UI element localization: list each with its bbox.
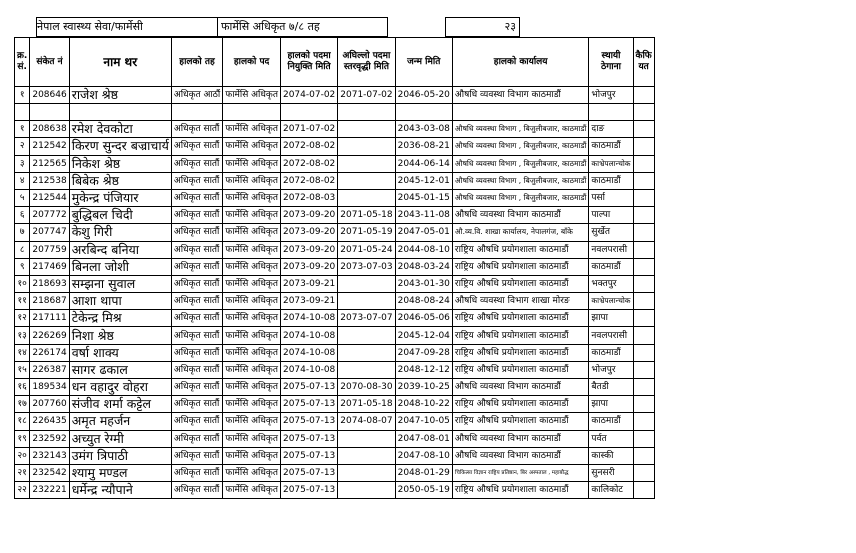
- cell-office: राष्ट्रिय औषधि प्रयोगशाला काठमाडौं: [452, 258, 589, 275]
- table-row: [15, 327, 655, 344]
- cell-address: नवलपरासी: [589, 327, 633, 344]
- cell-code: 189534: [30, 379, 69, 396]
- cell-prev: [338, 121, 395, 138]
- cell-code: 226269: [30, 327, 69, 344]
- table-row: [15, 138, 655, 155]
- table-row: [15, 310, 655, 327]
- cell-level: अधिकृत सातौं: [171, 275, 222, 292]
- cell-name: सागर ढकाल: [69, 361, 171, 378]
- cell-remark: [633, 172, 654, 189]
- cell-office: राष्ट्रिय औषधि प्रयोगशाला काठमाडौं: [452, 327, 589, 344]
- cell-code: 217111: [30, 310, 69, 327]
- cell-prev: 2071-05-24: [338, 241, 395, 258]
- cell-prev: 2074-08-07: [338, 413, 395, 430]
- cell-sn: ८: [15, 241, 30, 258]
- cell-code: 226387: [30, 361, 69, 378]
- table-row: [15, 241, 655, 258]
- cell-remark: [633, 482, 654, 499]
- cell-sn: २: [15, 138, 30, 155]
- cell-name: आशा थापा: [69, 293, 171, 310]
- cell-name: संजीव शर्मा कट्टेल: [69, 396, 171, 413]
- cell-remark: [633, 396, 654, 413]
- cell-address: भोजपुर: [589, 361, 633, 378]
- header-post: हालको पद: [223, 38, 281, 87]
- cell-address: सुनसरी: [589, 464, 633, 481]
- cell-sn: १६: [15, 379, 30, 396]
- cell-level: अधिकृत सातौं: [171, 430, 222, 447]
- cell-remark: [633, 155, 654, 172]
- cell-office: औषधि व्यवस्था विभाग , बिजुलीबजार, काठमाडौं: [452, 138, 589, 155]
- cell-post: फार्मेसि अधिकृत: [223, 379, 281, 396]
- table-row: [15, 121, 655, 138]
- cell-code: 207747: [30, 224, 69, 241]
- cell-sn: १०: [15, 275, 30, 292]
- cell-post: फार्मेसि अधिकृत: [223, 172, 281, 189]
- cell-name: अच्युत रेग्मी: [69, 430, 171, 447]
- cell-dob: 2043-11-08: [395, 207, 452, 224]
- cell-appoint: 2075-07-13: [280, 482, 337, 499]
- cell-appoint: 2075-07-13: [280, 447, 337, 464]
- table-row: [15, 258, 655, 275]
- header-prev-date: अघिल्लो पदमा स्तरवृद्धी मिति: [338, 38, 395, 87]
- cell-address: सुर्खेत: [589, 224, 633, 241]
- cell-sn: ५: [15, 189, 30, 206]
- cell-sn: ११: [15, 293, 30, 310]
- cell-appoint: 2074-10-08: [280, 361, 337, 378]
- cell-appoint: 2073-09-20: [280, 258, 337, 275]
- cell-sn: १८: [15, 413, 30, 430]
- cell-remark: [633, 189, 654, 206]
- cell-prev: 2071-05-18: [338, 396, 395, 413]
- cell-remark: [633, 138, 654, 155]
- cell-post: फार्मेसि अधिकृत: [223, 447, 281, 464]
- cell-remark: [633, 207, 654, 224]
- cell-office: राष्ट्रिय औषधि प्रयोगशाला काठमाडौं: [452, 344, 589, 361]
- employee-table: [14, 37, 655, 499]
- cell-sn: १२: [15, 310, 30, 327]
- cell-sn: ४: [15, 172, 30, 189]
- cell-level: अधिकृत सातौं: [171, 138, 222, 155]
- cell-level: अधिकृत सातौं: [171, 207, 222, 224]
- cell-post: फार्मेसि अधिकृत: [223, 464, 281, 481]
- cell-office: औषधि व्यवस्था विभाग , बिजुलीबजार, काठमाडौं: [452, 155, 589, 172]
- cell-dob: 2036-08-21: [395, 138, 452, 155]
- cell-dob: 2045-01-15: [395, 189, 452, 206]
- cell-appoint: 2075-07-13: [280, 396, 337, 413]
- cell-post: फार्मेसि अधिकृत: [223, 344, 281, 361]
- cell-dob: 2048-12-12: [395, 361, 452, 378]
- cell-dob: 2044-06-14: [395, 155, 452, 172]
- cell-dob: 2046-05-20: [395, 87, 452, 104]
- header-dob: जन्म मिति: [395, 38, 452, 87]
- cell-address: नवलपरासी: [589, 241, 633, 258]
- cell-code: 218693: [30, 275, 69, 292]
- cell-code: 232221: [30, 482, 69, 499]
- cell-remark: [633, 121, 654, 138]
- cell-sn: १: [15, 87, 30, 104]
- cell-remark: [633, 224, 654, 241]
- cell-name: रमेश देवकोटा: [69, 121, 171, 138]
- header-office: हालको कार्यालय: [452, 38, 589, 87]
- cell-office: औषधि व्यवस्था विभाग काठमाडौं: [452, 207, 589, 224]
- cell-address: भक्तपुर: [589, 275, 633, 292]
- cell-appoint: 2075-07-13: [280, 464, 337, 481]
- cell-dob: 2043-01-30: [395, 275, 452, 292]
- cell-dob: 2045-12-01: [395, 172, 452, 189]
- cell-name: निकेश श्रेष्ठ: [69, 155, 171, 172]
- cell-appoint: 2074-10-08: [280, 310, 337, 327]
- cell-sn: ९: [15, 258, 30, 275]
- cell-office: औ.व्य.वि. शाखा कार्यालय, नेपालगंज, बाँके: [452, 224, 589, 241]
- cell-dob: 2047-10-05: [395, 413, 452, 430]
- cell-office: राष्ट्रिय औषधि प्रयोगशाला काठमाडौं: [452, 310, 589, 327]
- cell-post: फार्मेसि अधिकृत: [223, 138, 281, 155]
- cell-remark: [633, 361, 654, 378]
- cell-prev: [338, 138, 395, 155]
- table-row: [15, 396, 655, 413]
- table-row: [15, 293, 655, 310]
- cell-level: अधिकृत सातौं: [171, 344, 222, 361]
- cell-remark: [633, 447, 654, 464]
- cell-post: फार्मेसि अधिकृत: [223, 293, 281, 310]
- cell-prev: 2071-07-02: [338, 87, 395, 104]
- cell-sn: १९: [15, 430, 30, 447]
- cell-prev: [338, 361, 395, 378]
- cell-code: 207772: [30, 207, 69, 224]
- cell-address: झापा: [589, 396, 633, 413]
- cell-appoint: 2073-09-21: [280, 293, 337, 310]
- table-row: [15, 379, 655, 396]
- cell-appoint: 2074-10-08: [280, 344, 337, 361]
- cell-name: मुकेन्द्र पंजियार: [69, 189, 171, 206]
- cell-level: अधिकृत सातौं: [171, 293, 222, 310]
- header-appoint-date: हालको पदमा नियुक्ति मिति: [280, 38, 337, 87]
- cell-appoint: 2072-08-03: [280, 189, 337, 206]
- header-level: हालको तह: [171, 38, 222, 87]
- cell-post: फार्मेसि अधिकृत: [223, 241, 281, 258]
- cell-prev: [338, 464, 395, 481]
- cell-dob: 2048-03-24: [395, 258, 452, 275]
- title-row: [36, 17, 529, 36]
- cell-code: 208638: [30, 121, 69, 138]
- cell-appoint: 2073-09-20: [280, 224, 337, 241]
- cell-name: धर्मेन्द्र न्यौपाने: [69, 482, 171, 499]
- cell-level: अधिकृत आठौं: [171, 87, 222, 104]
- table-row: [15, 361, 655, 378]
- cell-dob: 2047-09-28: [395, 344, 452, 361]
- cell-name: सम्झना सुवाल: [69, 275, 171, 292]
- cell-post: फार्मेसि अधिकृत: [223, 310, 281, 327]
- cell-office: राष्ट्रिय औषधि प्रयोगशाला काठमाडौं: [452, 396, 589, 413]
- post-title: फार्मेसि अधिकृत ७/८ तह: [217, 17, 388, 37]
- cell-name: निशा श्रेष्ठ: [69, 327, 171, 344]
- cell-office: राष्ट्रिय औषधि प्रयोगशाला काठमाडौं: [452, 275, 589, 292]
- cell-sn: १५: [15, 361, 30, 378]
- cell-post: फार्मेसि अधिकृत: [223, 327, 281, 344]
- cell-address: काठमाडौं: [589, 172, 633, 189]
- cell-code: 212538: [30, 172, 69, 189]
- cell-dob: 2047-08-01: [395, 430, 452, 447]
- cell-code: 232592: [30, 430, 69, 447]
- cell-post: फार्मेसि अधिकृत: [223, 87, 281, 104]
- cell-code: 207759: [30, 241, 69, 258]
- cell-prev: [338, 275, 395, 292]
- cell-prev: [338, 482, 395, 499]
- cell-post: फार्मेसि अधिकृत: [223, 189, 281, 206]
- cell-level: अधिकृत सातौं: [171, 327, 222, 344]
- header-name: नाम थर: [69, 38, 171, 87]
- cell-office: औषधि व्यवस्था विभाग , बिजुलीबजार, काठमाडौं: [452, 189, 589, 206]
- cell-office: राष्ट्रिय औषधि प्रयोगशाला काठमाडौं: [452, 482, 589, 499]
- cell-post: फार्मेसि अधिकृत: [223, 361, 281, 378]
- cell-post: फार्मेसि अधिकृत: [223, 275, 281, 292]
- cell-dob: 2047-05-01: [395, 224, 452, 241]
- cell-post: फार्मेसि अधिकृत: [223, 430, 281, 447]
- cell-remark: [633, 344, 654, 361]
- cell-sn: २२: [15, 482, 30, 499]
- cell-prev: [338, 447, 395, 464]
- cell-sn: १: [15, 121, 30, 138]
- table-row: [15, 275, 655, 292]
- cell-sn: ७: [15, 224, 30, 241]
- cell-office: औषधि व्यवस्था विभाग , बिजुलीबजार, काठमाडौं: [452, 172, 589, 189]
- cell-post: फार्मेसि अधिकृत: [223, 121, 281, 138]
- cell-prev: 2071-05-18: [338, 207, 395, 224]
- cell-office: चिकित्सा विज्ञान राष्ट्रिय प्रतिष्ठान, बिर अस्पताल , महाबौद्ध: [452, 464, 589, 481]
- cell-dob: 2043-03-08: [395, 121, 452, 138]
- cell-address: काठमाडौं: [589, 138, 633, 155]
- cell-appoint: 2075-07-13: [280, 430, 337, 447]
- table-row-top: [15, 87, 655, 104]
- cell-name: उमंग त्रिपाठी: [69, 447, 171, 464]
- cell-name: धन वहादुर वोहरा: [69, 379, 171, 396]
- cell-prev: 2070-08-30: [338, 379, 395, 396]
- cell-name: वर्षा शाक्य: [69, 344, 171, 361]
- cell-office: औषधि व्यवस्था विभाग काठमाडौं: [452, 87, 589, 104]
- cell-post: फार्मेसि अधिकृत: [223, 482, 281, 499]
- cell-dob: 2048-10-22: [395, 396, 452, 413]
- cell-appoint: 2073-09-21: [280, 275, 337, 292]
- cell-sn: ६: [15, 207, 30, 224]
- cell-prev: [338, 172, 395, 189]
- cell-remark: [633, 379, 654, 396]
- cell-level: अधिकृत सातौं: [171, 413, 222, 430]
- cell-dob: 2048-01-29: [395, 464, 452, 481]
- cell-code: 217469: [30, 258, 69, 275]
- table-row: [15, 413, 655, 430]
- cell-post: फार्मेसि अधिकृत: [223, 155, 281, 172]
- table-row: [15, 155, 655, 172]
- vacancy-count: २३: [445, 17, 520, 37]
- cell-appoint: 2072-08-02: [280, 155, 337, 172]
- cell-prev: 2073-07-03: [338, 258, 395, 275]
- cell-level: अधिकृत सातौं: [171, 464, 222, 481]
- cell-level: अधिकृत सातौं: [171, 224, 222, 241]
- cell-sn: १४: [15, 344, 30, 361]
- cell-office: औषधि व्यवस्था विभाग काठमाडौं: [452, 379, 589, 396]
- cell-level: अधिकृत सातौं: [171, 258, 222, 275]
- cell-appoint: 2072-08-02: [280, 138, 337, 155]
- header-row: [15, 38, 655, 87]
- cell-office: राष्ट्रिय औषधि प्रयोगशाला काठमाडौं: [452, 241, 589, 258]
- cell-level: अधिकृत सातौं: [171, 189, 222, 206]
- cell-level: अधिकृत सातौं: [171, 241, 222, 258]
- cell-remark: [633, 293, 654, 310]
- cell-appoint: 2073-09-20: [280, 241, 337, 258]
- cell-remark: [633, 430, 654, 447]
- cell-level: अधिकृत सातौं: [171, 447, 222, 464]
- cell-appoint: 2074-10-08: [280, 327, 337, 344]
- table-row: [15, 189, 655, 206]
- cell-name: किरण सुन्दर बज्राचार्य: [69, 138, 171, 155]
- cell-dob: 2047-08-10: [395, 447, 452, 464]
- cell-address: पाल्पा: [589, 207, 633, 224]
- header-sn: क्र. सं.: [15, 38, 30, 87]
- table-row: [15, 464, 655, 481]
- cell-prev: 2071-05-19: [338, 224, 395, 241]
- cell-name: टेकेन्द्र मिश्र: [69, 310, 171, 327]
- table-row: [15, 172, 655, 189]
- cell-address: दाङ: [589, 121, 633, 138]
- cell-prev: 2073-07-07: [338, 310, 395, 327]
- cell-sn: २०: [15, 447, 30, 464]
- cell-level: अधिकृत सातौं: [171, 310, 222, 327]
- cell-sn: ३: [15, 155, 30, 172]
- cell-office: औषधि व्यवस्था विभाग काठमाडौं: [452, 430, 589, 447]
- cell-address: पर्वत: [589, 430, 633, 447]
- cell-code: 212565: [30, 155, 69, 172]
- cell-name: बिबेक श्रेष्ठ: [69, 172, 171, 189]
- cell-level: अधिकृत सातौं: [171, 396, 222, 413]
- cell-prev: [338, 189, 395, 206]
- cell-post: फार्मेसि अधिकृत: [223, 207, 281, 224]
- cell-address: कालिकोट: [589, 482, 633, 499]
- cell-office: औषधि व्यवस्था विभाग काठमाडौं: [452, 447, 589, 464]
- cell-level: अधिकृत सातौं: [171, 172, 222, 189]
- cell-appoint: 2072-08-02: [280, 172, 337, 189]
- cell-dob: 2044-08-10: [395, 241, 452, 258]
- cell-office: औषधि व्यवस्था विभाग , बिजुलीबजार, काठमाडौं: [452, 121, 589, 138]
- cell-level: अधिकृत सातौं: [171, 155, 222, 172]
- cell-dob: 2045-12-04: [395, 327, 452, 344]
- cell-post: फार्मेसि अधिकृत: [223, 258, 281, 275]
- cell-prev: [338, 155, 395, 172]
- cell-sn: २१: [15, 464, 30, 481]
- cell-name: श्यामु मण्डल: [69, 464, 171, 481]
- cell-address: कास्की: [589, 447, 633, 464]
- cell-appoint: 2075-07-13: [280, 413, 337, 430]
- cell-remark: [633, 275, 654, 292]
- service-title: नेपाल स्वास्थ्य सेवा/फार्मेसी: [36, 17, 218, 37]
- cell-address: काभ्रेपलान्चोक: [589, 293, 633, 310]
- cell-code: 208646: [30, 87, 69, 104]
- cell-dob: 2039-10-25: [395, 379, 452, 396]
- cell-address: बैतडी: [589, 379, 633, 396]
- cell-name: अमृत महर्जन: [69, 413, 171, 430]
- cell-remark: [633, 464, 654, 481]
- cell-prev: [338, 293, 395, 310]
- cell-level: अधिकृत सातौं: [171, 379, 222, 396]
- cell-address: झापा: [589, 310, 633, 327]
- cell-level: अधिकृत सातौं: [171, 482, 222, 499]
- cell-name: बिनला जोशी: [69, 258, 171, 275]
- cell-prev: [338, 430, 395, 447]
- cell-name: राजेश श्रेष्ठ: [69, 87, 171, 104]
- cell-code: 207760: [30, 396, 69, 413]
- table-row: [15, 207, 655, 224]
- header-code: संकेत नं: [30, 38, 69, 87]
- header-remark: कैफि यत: [633, 38, 654, 87]
- cell-appoint: 2071-07-02: [280, 121, 337, 138]
- cell-sn: १७: [15, 396, 30, 413]
- cell-code: 232542: [30, 464, 69, 481]
- cell-code: 226174: [30, 344, 69, 361]
- cell-remark: [633, 413, 654, 430]
- cell-address: काभ्रेपलान्चोक: [589, 155, 633, 172]
- header-address: स्थायी ठेगाना: [589, 38, 633, 87]
- cell-post: फार्मेसि अधिकृत: [223, 224, 281, 241]
- cell-office: राष्ट्रिय औषधि प्रयोगशाला काठमाडौं: [452, 413, 589, 430]
- cell-address: काठमाडौं: [589, 413, 633, 430]
- cell-prev: [338, 344, 395, 361]
- table-row: [15, 430, 655, 447]
- cell-code: 212544: [30, 189, 69, 206]
- cell-post: फार्मेसि अधिकृत: [223, 413, 281, 430]
- table-row: [15, 447, 655, 464]
- cell-code: 212542: [30, 138, 69, 155]
- cell-prev: [338, 327, 395, 344]
- cell-dob: 2046-05-06: [395, 310, 452, 327]
- cell-code: 226435: [30, 413, 69, 430]
- cell-sn: १३: [15, 327, 30, 344]
- cell-address: भोजपुर: [589, 87, 633, 104]
- cell-name: केशु गिरी: [69, 224, 171, 241]
- cell-address: पर्सा: [589, 189, 633, 206]
- cell-dob: 2050-05-19: [395, 482, 452, 499]
- cell-level: अधिकृत सातौं: [171, 361, 222, 378]
- cell-name: बुद्धिबल चिदी: [69, 207, 171, 224]
- table-row: [15, 482, 655, 499]
- cell-code: 232143: [30, 447, 69, 464]
- cell-remark: [633, 87, 654, 104]
- cell-post: फार्मेसि अधिकृत: [223, 396, 281, 413]
- cell-code: 218687: [30, 293, 69, 310]
- cell-appoint: 2073-09-20: [280, 207, 337, 224]
- cell-appoint: 2075-07-13: [280, 379, 337, 396]
- table-row: [15, 344, 655, 361]
- cell-remark: [633, 258, 654, 275]
- cell-level: अधिकृत सातौं: [171, 121, 222, 138]
- cell-appoint: 2074-07-02: [280, 87, 337, 104]
- table-row: [15, 224, 655, 241]
- cell-dob: 2048-08-24: [395, 293, 452, 310]
- cell-address: काठमाडौं: [589, 344, 633, 361]
- cell-office: औषधि व्यवस्था विभाग शाखा मोरङ: [452, 293, 589, 310]
- cell-remark: [633, 327, 654, 344]
- cell-address: काठमाडौं: [589, 258, 633, 275]
- blank-row: [15, 104, 655, 121]
- cell-remark: [633, 241, 654, 258]
- cell-office: राष्ट्रिय औषधि प्रयोगशाला काठमाडौं: [452, 361, 589, 378]
- cell-remark: [633, 310, 654, 327]
- cell-name: अरबिन्द बनिया: [69, 241, 171, 258]
